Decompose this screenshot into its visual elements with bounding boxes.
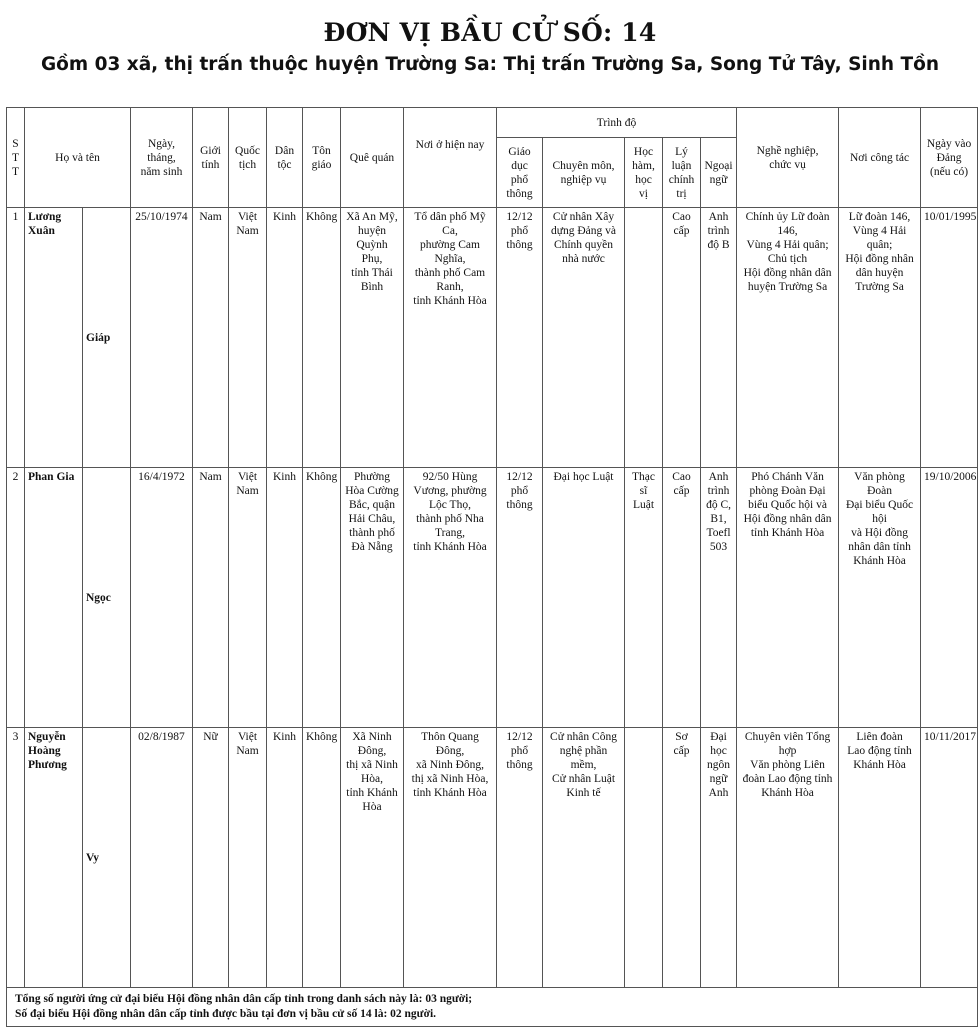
cell-occupation: Chuyên viên Tổng hợp Văn phòng Liên đoàn Lao động tỉnh Khánh Hòa	[737, 728, 839, 988]
header-academic: Học hàm, học vị	[625, 138, 663, 208]
cell-stt: 3	[7, 728, 25, 988]
cell-stt: 1	[7, 208, 25, 468]
cell-religion: Không	[303, 728, 341, 988]
cell-given: Ngọc	[83, 468, 131, 728]
cell-ethnicity: Kinh	[267, 208, 303, 468]
cell-political: Cao cấp	[663, 208, 701, 468]
cell-party-date: 10/11/2017	[921, 728, 978, 988]
cell-professional: Đại học Luật	[543, 468, 625, 728]
cell-gender: Nam	[193, 208, 229, 468]
header-party-date: Ngày vào Đảng (nếu có)	[921, 108, 978, 208]
cell-general: 12/12 phổ thông	[497, 728, 543, 988]
cell-dob: 02/8/1987	[131, 728, 193, 988]
summary-line-1: Tổng số người ứng cử đại biểu Hội đồng nhân dân cấp tỉnh trong danh sách này là: 03 người;	[15, 993, 473, 1005]
cell-ethnicity: Kinh	[267, 468, 303, 728]
cell-party-date: 10/01/1995	[921, 208, 978, 468]
cell-general: 12/12 phổ thông	[497, 468, 543, 728]
header-nationality: Quốc tịch	[229, 108, 267, 208]
cell-surname: Nguyễn Hoàng Phương	[25, 728, 83, 988]
cell-dob: 25/10/1974	[131, 208, 193, 468]
cell-nationality: Việt Nam	[229, 208, 267, 468]
cell-academic	[625, 728, 663, 988]
cell-hometown: Xã An Mỹ, huyện Quỳnh Phụ, tỉnh Thái Bình	[341, 208, 404, 468]
cell-hometown: Phường Hòa Cường Bắc, quận Hải Châu, thành phố Đà Nẵng	[341, 468, 404, 728]
cell-nationality: Việt Nam	[229, 468, 267, 728]
header-professional: Chuyên môn, nghiệp vụ	[543, 138, 625, 208]
summary-line-2: Số đại biểu Hội đồng nhân dân cấp tỉnh được bầu tại đơn vị bầu cử số 14 là: 02 người.	[15, 1008, 437, 1020]
cell-occupation: Chính ủy Lữ đoàn 146, Vùng 4 Hải quân; Chủ tịch Hội đồng nhân dân huyện Trường Sa	[737, 208, 839, 468]
page-subtitle: Gồm 03 xã, thị trấn thuộc huyện Trường Sa: Thị trấn Trường Sa, Song Tử Tây, Sinh Tồn	[40, 54, 940, 75]
cell-dob: 16/4/1972	[131, 468, 193, 728]
cell-academic	[625, 208, 663, 468]
cell-workplace: Lữ đoàn 146, Vùng 4 Hải quân; Hội đồng nhân dân huyện Trường Sa	[839, 208, 921, 468]
cell-residence: Thôn Quang Đông, xã Ninh Đông, thị xã Ninh Hòa, tỉnh Khánh Hòa	[404, 728, 497, 988]
cell-professional: Cử nhân Công nghệ phần mềm, Cử nhân Luật Kinh tế	[543, 728, 625, 988]
header-language: Ngoại ngữ	[701, 138, 737, 208]
cell-hometown: Xã Ninh Đông, thị xã Ninh Hòa, tỉnh Khánh Hòa	[341, 728, 404, 988]
cell-nationality: Việt Nam	[229, 728, 267, 988]
cell-academic: Thạc sĩ Luật	[625, 468, 663, 728]
table-row	[7, 208, 978, 468]
cell-language: Đại học ngôn ngữ Anh	[701, 728, 737, 988]
header-residence: Nơi ở hiện nay	[404, 108, 497, 208]
cell-language: Anh trình độ B	[701, 208, 737, 468]
header-political: Lý luận chính trị	[663, 138, 701, 208]
cell-residence: 92/50 Hùng Vương, phường Lộc Thọ, thành phố Nha Trang, tỉnh Khánh Hòa	[404, 468, 497, 728]
cell-gender: Nữ	[193, 728, 229, 988]
header-ethnicity: Dân tộc	[267, 108, 303, 208]
cell-given: Giáp	[83, 208, 131, 468]
cell-religion: Không	[303, 468, 341, 728]
header-gender: Giới tính	[193, 108, 229, 208]
header-general-education: Giáo dục phổ thông	[497, 138, 543, 208]
page-title: ĐƠN VỊ BẦU CỬ SỐ: 14	[323, 18, 657, 47]
header-religion: Tôn giáo	[303, 108, 341, 208]
cell-language: Anh trình độ C, B1, Toefl 503	[701, 468, 737, 728]
table-row	[7, 728, 978, 988]
cell-stt: 2	[7, 468, 25, 728]
cell-surname: Phan Gia	[25, 468, 83, 728]
cell-workplace: Liên đoàn Lao động tỉnh Khánh Hòa	[839, 728, 921, 988]
cell-political: Sơ cấp	[663, 728, 701, 988]
cell-workplace: Văn phòng Đoàn Đại biểu Quốc hội và Hội đồng nhân dân tỉnh Khánh Hòa	[839, 468, 921, 728]
header-stt: S T T	[7, 108, 25, 208]
header-occupation: Nghề nghiệp, chức vụ	[737, 108, 839, 208]
cell-political: Cao cấp	[663, 468, 701, 728]
header-hometown: Quê quán	[341, 108, 404, 208]
cell-surname: Lương Xuân	[25, 208, 83, 468]
header-name: Họ và tên	[25, 108, 131, 208]
table-header	[7, 108, 978, 208]
summary-footer	[7, 988, 978, 1027]
cell-professional: Cử nhân Xây dựng Đảng và Chính quyền nhà nước	[543, 208, 625, 468]
cell-ethnicity: Kinh	[267, 728, 303, 988]
header-education: Trình độ	[497, 108, 737, 138]
header-workplace: Nơi công tác	[839, 108, 921, 208]
table-row	[7, 468, 978, 728]
cell-given: Vy	[83, 728, 131, 988]
cell-gender: Nam	[193, 468, 229, 728]
cell-religion: Không	[303, 208, 341, 468]
cell-residence: Tổ dân phố Mỹ Ca, phường Cam Nghĩa, thành phố Cam Ranh, tỉnh Khánh Hòa	[404, 208, 497, 468]
cell-general: 12/12 phổ thông	[497, 208, 543, 468]
cell-occupation: Phó Chánh Văn phòng Đoàn Đại biểu Quốc hội và Hội đồng nhân dân tỉnh Khánh Hòa	[737, 468, 839, 728]
candidate-table	[6, 107, 978, 1027]
cell-party-date: 19/10/2006	[921, 468, 978, 728]
table-body	[7, 208, 978, 988]
header-dob: Ngày, tháng, năm sinh	[131, 108, 193, 208]
